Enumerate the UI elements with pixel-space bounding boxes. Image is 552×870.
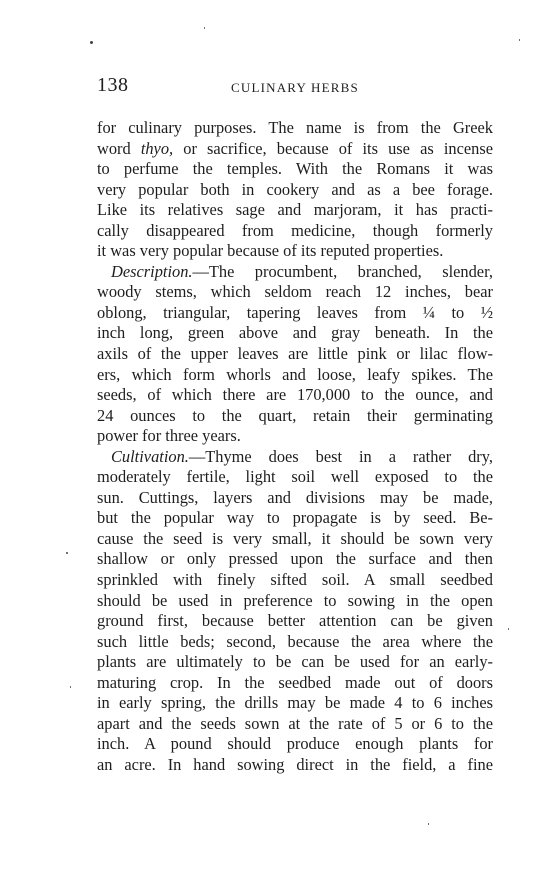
text-segment: very popular both in cookery and as a bee forage. [97,179,493,199]
ink-speck [70,686,71,688]
text-segment: or sacrifice, because of its use as incense [173,138,493,158]
text-line [97,529,493,550]
text-line [97,323,493,344]
italic-text: Cultivation. [111,446,189,466]
text-segment: cause the seed is very small, it should be sown very [97,528,493,548]
text-line [97,344,493,365]
text-segment: word [97,138,141,158]
text-line [97,591,493,612]
text-segment: shallow or only pressed upon the surface and then [97,549,493,569]
text-segment: power for three years. [97,426,241,446]
ink-speck [90,41,93,44]
text-line [97,693,493,714]
text-segment: —Thyme does best in a rather dry, [188,446,493,466]
text-line [97,365,493,386]
text-line [97,467,493,488]
text-line [97,221,493,242]
text-segment: in early spring, the drills may be made 4 to 6 inches [97,693,493,713]
text-segment: but the popular way to propagate is by seed. Be- [97,508,493,528]
text-line [97,755,493,776]
text-line [97,159,493,180]
text-line [97,426,493,447]
ink-speck [519,39,520,41]
page-number: 138 [97,74,129,96]
text-line [97,385,493,406]
text-segment: inch. A pound should produce enough plants for [97,734,493,754]
text-segment: ground first, because better attention can be given [97,611,493,631]
text-line [97,303,493,324]
text-line [97,508,493,529]
text-segment: for culinary purposes. The name is from the Greek [97,118,493,137]
text-line [97,200,493,221]
text-segment: apart and the seeds sown at the rate of 5 or 6 to the [97,713,493,733]
text-segment: such little beds; second, because the area where the [97,631,493,651]
italic-text: Description. [111,261,193,281]
text-segment: to perfume the temples. With the Romans it was [97,159,493,179]
text-line [97,180,493,201]
text-segment: maturing crop. In the seedbed made out of doors [97,672,493,692]
text-segment: plants are ultimately to be can be used for an early- [97,652,493,672]
text-line [97,118,493,139]
ink-speck [66,552,68,554]
text-line [97,652,493,673]
text-line [97,262,493,283]
text-segment: woody stems, which seldom reach 12 inches, bear [97,282,493,302]
body-text [97,118,493,776]
text-segment: —The procumbent, branched, slender, [192,261,493,281]
text-line [97,282,493,303]
ink-speck [428,823,429,825]
text-segment: it was very popular because of its reputed properties. [97,241,444,261]
ink-speck [508,628,509,630]
text-line [97,570,493,591]
text-line [97,549,493,570]
text-segment: 24 ounces to the quart, retain their germinating [97,405,493,425]
text-line [97,447,493,468]
text-line [97,406,493,427]
text-line [97,488,493,509]
text-segment: should be used in preference to sowing in the open [97,590,493,610]
text-line [97,632,493,653]
text-segment: moderately fertile, light soil well exposed to the [97,467,493,487]
text-segment: an acre. In hand sowing direct in the field, a fine [97,754,493,774]
text-segment: axils of the upper leaves are little pink or lilac flow- [97,344,493,364]
running-head: CULINARY HERBS [231,80,359,95]
text-line [97,611,493,632]
text-line [97,139,493,160]
text-segment: sun. Cuttings, layers and divisions may be made, [97,487,493,507]
text-segment: sprinkled with finely sifted soil. A small seedbed [97,570,493,590]
italic-text: thyo, [140,138,174,158]
text-line [97,714,493,735]
text-segment: inch long, green above and gray beneath. In the [97,323,493,343]
text-segment: Like its relatives sage and marjoram, it has practi- [97,200,493,220]
text-line [97,241,493,262]
text-segment: cally disappeared from medicine, though formerly [97,220,493,240]
text-segment: seeds, of which there are 170,000 to the ounce, and [97,385,493,405]
ink-speck [204,27,205,29]
text-segment: oblong, triangular, tapering leaves from ¼ to ½ [97,302,493,322]
text-segment: ers, which form whorls and loose, leafy spikes. The [97,364,493,384]
page-header [97,74,495,98]
text-line [97,734,493,755]
text-line [97,673,493,694]
